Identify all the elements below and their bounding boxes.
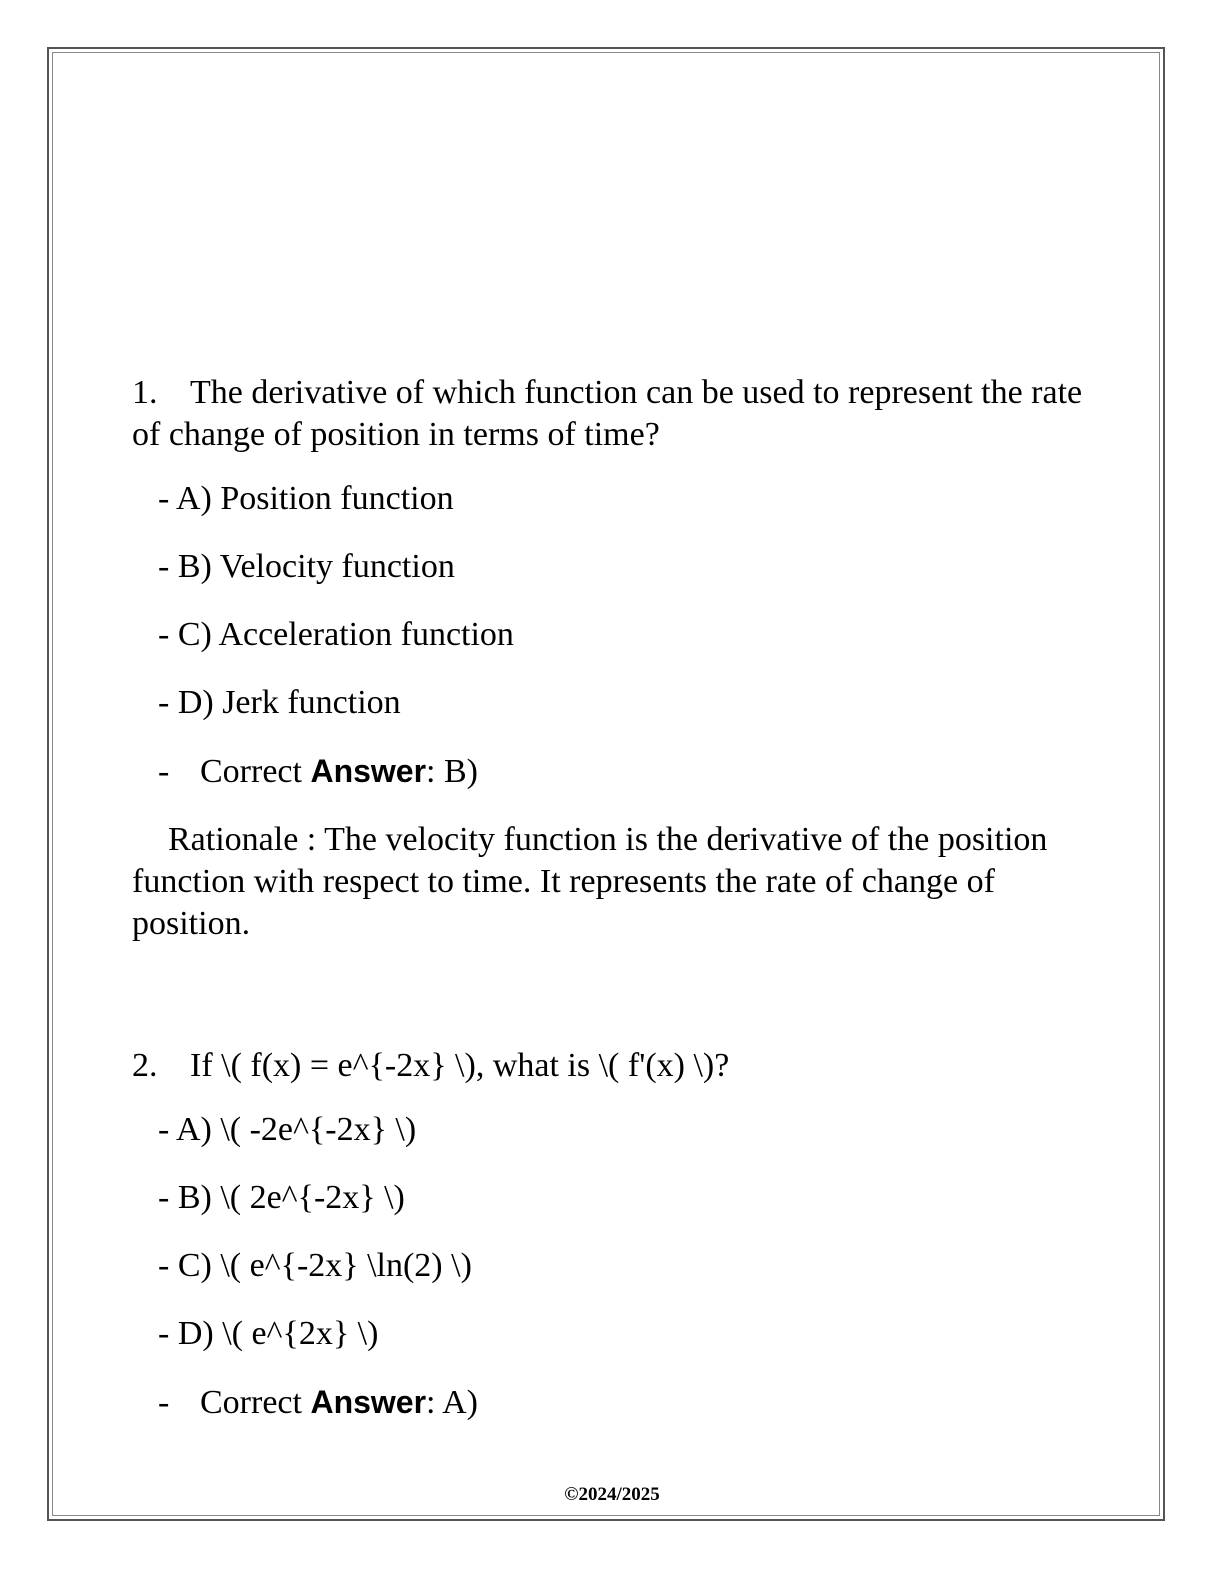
question-1	[132, 372, 1092, 945]
question-2-option-d: - D) \( e^{2x} \)	[158, 1315, 379, 1352]
question-1-option-d: - D) Jerk function	[158, 684, 401, 721]
answer-suffix: : B)	[426, 753, 478, 790]
answer-keyword: Answer	[310, 753, 427, 789]
question-1-number: 1.	[132, 374, 158, 411]
question-1-option-a: - A) Position function	[158, 480, 454, 517]
answer-dash: -	[158, 753, 170, 790]
answer-keyword: Answer	[310, 1384, 427, 1420]
answer-prefix: Correct	[200, 1384, 311, 1421]
question-1-answer	[158, 750, 1092, 793]
question-2-answer	[158, 1381, 1092, 1424]
answer-suffix: : A)	[426, 1384, 478, 1421]
document-body	[132, 372, 1092, 1450]
answer-prefix: Correct	[200, 753, 311, 790]
question-1-text: The derivative of which function can be used to represent the rate of change of position in terms of time?	[132, 374, 1083, 453]
question-1-option-c: - C) Acceleration function	[158, 616, 514, 653]
copyright-footer: ©2024/2025	[564, 1484, 660, 1505]
question-1-option-b: - B) Velocity function	[158, 548, 455, 585]
question-2-option-c: - C) \( e^{-2x} \ln(2) \)	[158, 1247, 472, 1284]
question-2-text: If \( f(x) = e^{-2x} \), what is \( f'(x) \)?	[190, 1047, 730, 1084]
question-2-option-b: - B) \( 2e^{-2x} \)	[158, 1179, 405, 1216]
question-1-rationale: Rationale : The velocity function is the derivative of the position function with respect to time. It represents the rate of change of position.	[132, 821, 1048, 942]
question-2-number: 2.	[132, 1047, 158, 1084]
question-2	[132, 1045, 1092, 1424]
question-2-option-a: - A) \( -2e^{-2x} \)	[158, 1111, 417, 1148]
answer-dash: -	[158, 1384, 170, 1421]
question-2-stem	[132, 1045, 1092, 1087]
question-1-stem	[132, 372, 1092, 456]
